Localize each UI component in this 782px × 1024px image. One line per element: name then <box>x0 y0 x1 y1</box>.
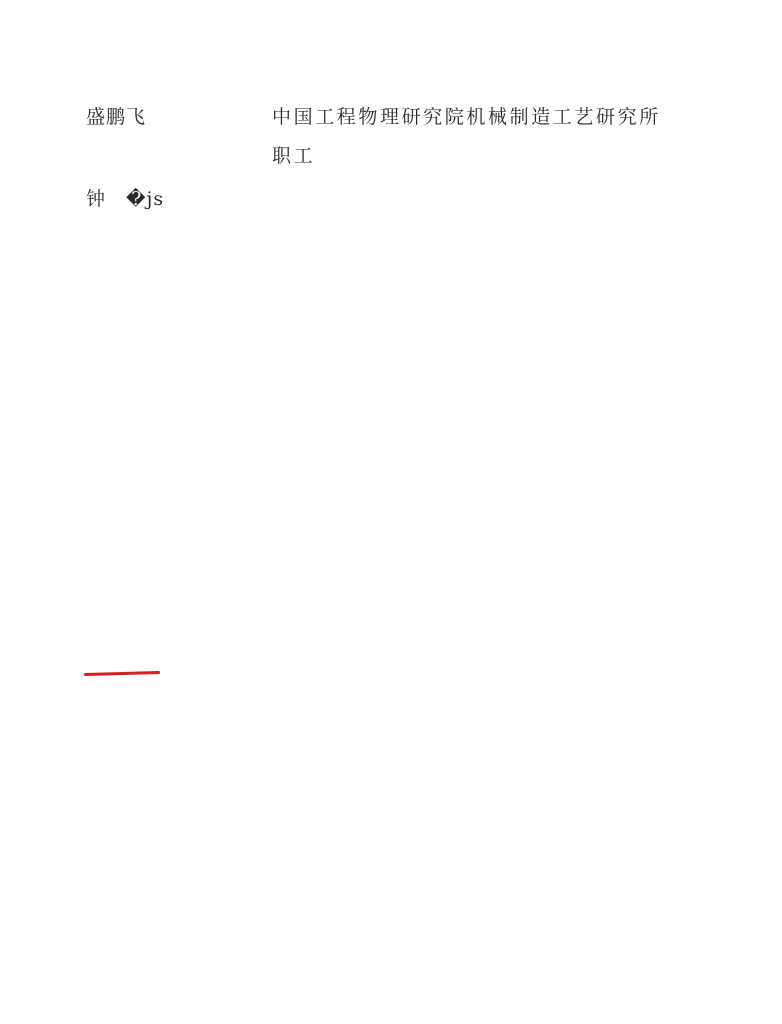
affiliation: 中国工程物理研究院机械制造工艺研究所 职工 <box>272 106 661 167</box>
person-name: 钟 �js <box>86 188 165 210</box>
person-name: 盛鹏飞 <box>86 106 147 128</box>
red-underline-mark <box>84 671 160 676</box>
